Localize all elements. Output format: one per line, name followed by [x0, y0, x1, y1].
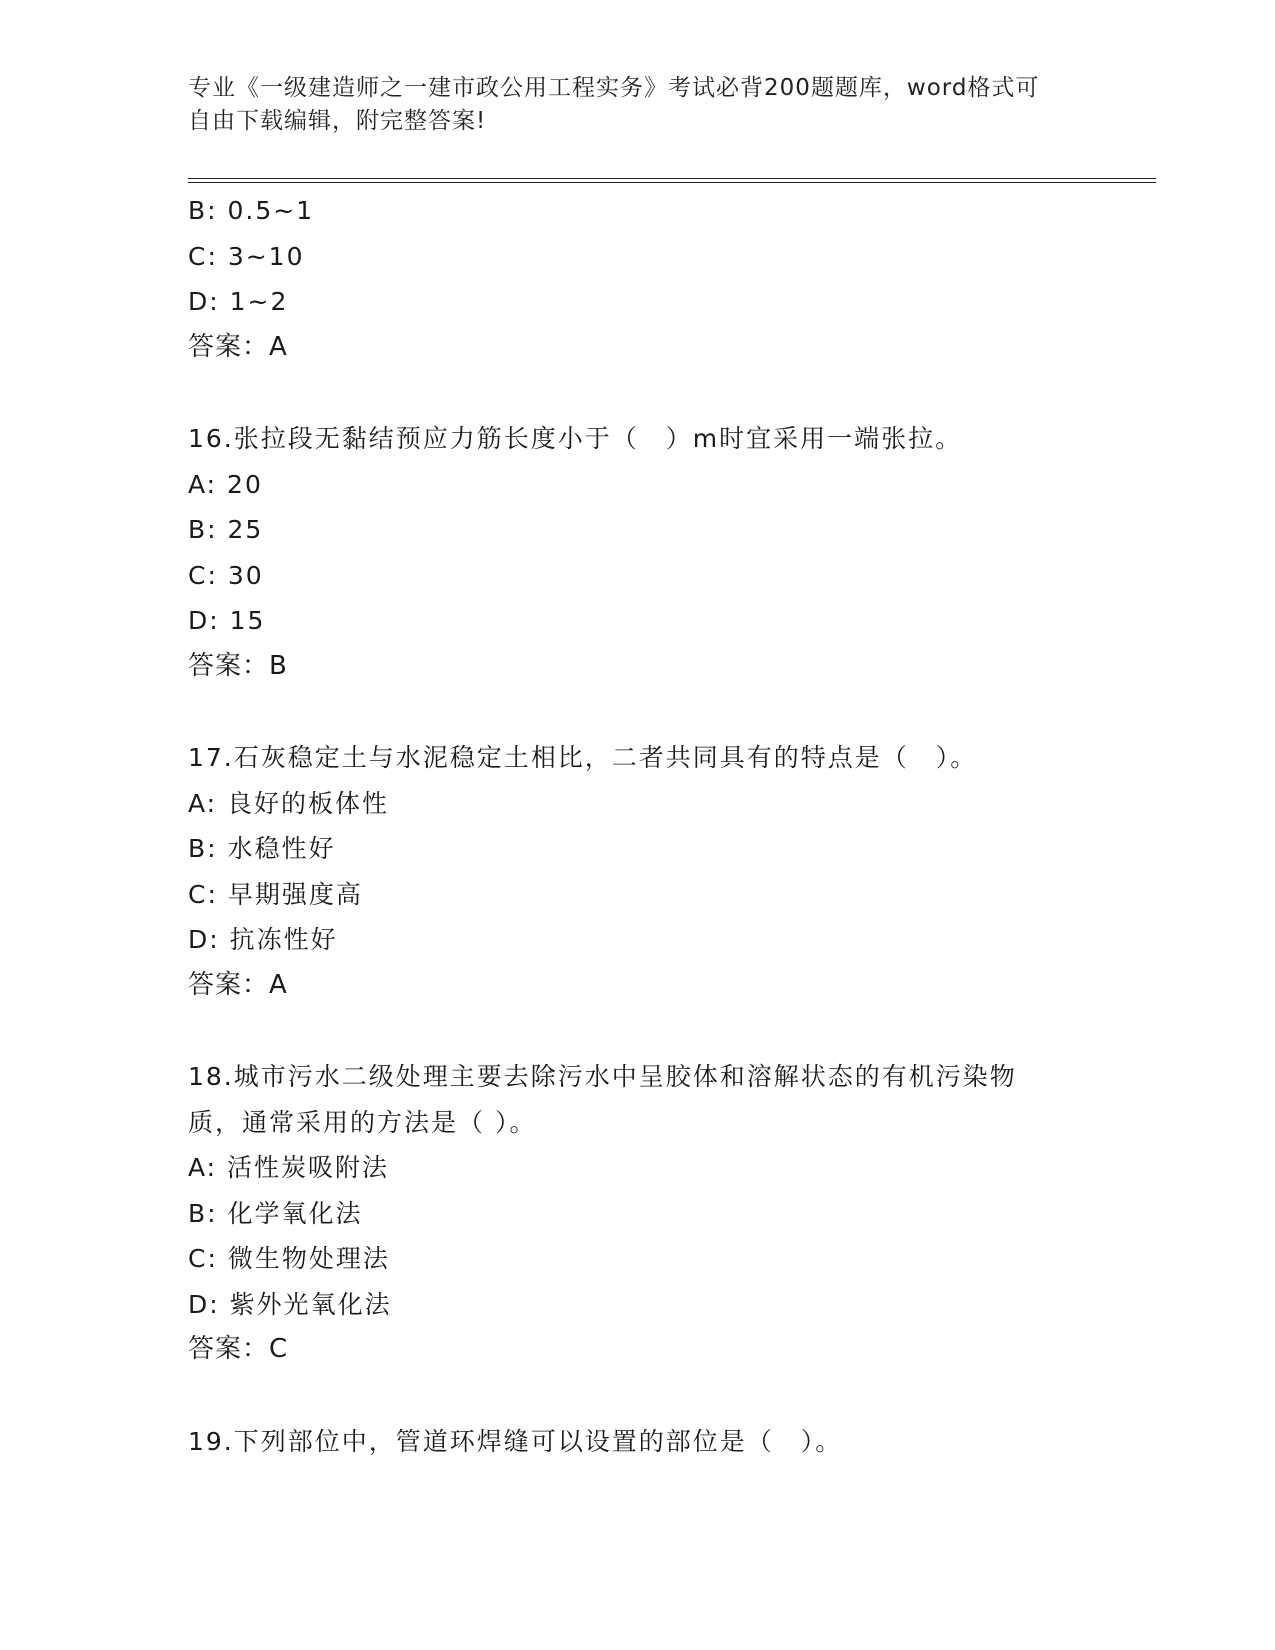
- question-18: [188, 1054, 1088, 1373]
- option-d: D: 15: [188, 606, 266, 635]
- spacer: [188, 1008, 1088, 1054]
- option-b: B: 化学氧化法: [188, 1198, 363, 1228]
- option-c: C: 早期强度高: [188, 879, 363, 909]
- option-d: D: 1~2: [188, 287, 289, 316]
- question-19: [188, 1419, 1088, 1465]
- answer: 答案：B: [188, 650, 288, 681]
- option-c: C: 30: [188, 560, 264, 590]
- spacer: [188, 689, 1088, 735]
- answer: 答案：A: [188, 969, 288, 1000]
- option-a: A: 活性炭吸附法: [188, 1153, 390, 1182]
- answer: 答案：A: [188, 331, 288, 362]
- question-17: [188, 735, 1088, 1008]
- header-title-line1: 专业《一级建造师之一建市政公用工程实务》考试必背200题题库，word格式可: [188, 75, 1040, 101]
- option-a: A: 良好的板体性: [188, 788, 390, 818]
- option-c: C: 微生物处理法: [188, 1244, 390, 1273]
- option-d: D: 抗冻性好: [188, 925, 338, 954]
- spacer: [188, 1373, 1088, 1419]
- header-divider: [188, 178, 1156, 183]
- question-15-continued: [188, 188, 1088, 370]
- question-text: 17.石灰稳定土与水泥稳定土相比，二者共同具有的特点是（ ）。: [188, 743, 978, 772]
- question-text-line1: 18.城市污水二级处理主要去除污水中呈胶体和溶解状态的有机污染物: [188, 1062, 1017, 1091]
- option-a: A: 20: [188, 469, 263, 499]
- option-b: B: 0.5~1: [188, 196, 315, 225]
- option-c: C: 3~10: [188, 241, 305, 271]
- option-b: B: 25: [188, 515, 264, 544]
- document-header: [188, 72, 1088, 138]
- option-d: D: 紫外光氧化法: [188, 1289, 392, 1319]
- question-16: [188, 416, 1088, 689]
- question-text-line2: 质，通常采用的方法是（ ）。: [188, 1107, 537, 1137]
- option-b: B: 水稳性好: [188, 834, 336, 863]
- question-text: 16.张拉段无黏结预应力筋长度小于（ ）m时宜采用一端张拉。: [188, 424, 963, 453]
- answer: 答案：C: [188, 1334, 289, 1364]
- question-text: 19.下列部位中，管道环焊缝可以设置的部位是（ ）。: [188, 1426, 843, 1456]
- spacer: [188, 370, 1088, 416]
- header-title-line2: 自由下载编辑，附完整答案!: [188, 108, 487, 134]
- question-list: [188, 188, 1088, 1464]
